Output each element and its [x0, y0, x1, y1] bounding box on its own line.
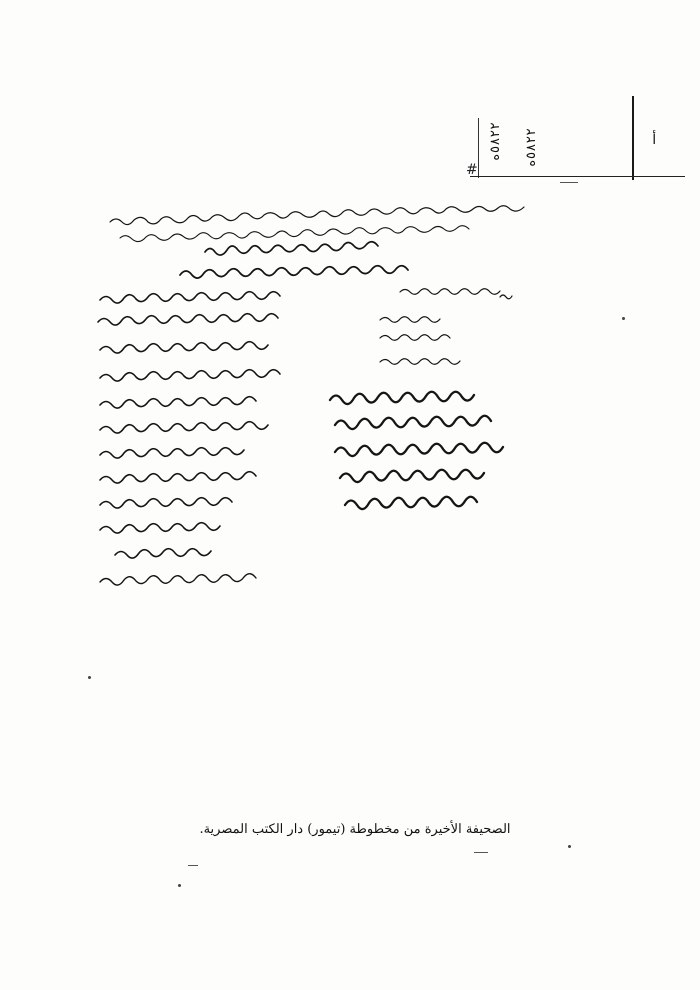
handwriting-stroke — [335, 443, 503, 456]
handwriting-stroke — [205, 242, 378, 255]
handwriting-stroke — [335, 416, 491, 429]
handwriting-stroke — [100, 292, 280, 303]
handwriting-stroke — [500, 295, 512, 299]
handwriting-stroke — [100, 397, 256, 408]
handwriting-stroke — [100, 523, 220, 533]
handwriting-stroke — [380, 335, 450, 341]
handwriting-stroke — [100, 448, 244, 458]
handwriting-stroke — [380, 317, 440, 323]
hash-mark-icon: # — [466, 162, 478, 178]
handwriting-stroke — [100, 342, 268, 353]
handwriting-stroke — [115, 549, 211, 558]
handwriting-stroke — [100, 370, 280, 381]
corner-mark: أ — [650, 132, 659, 148]
scan-speck — [568, 845, 571, 848]
scan-mark — [560, 182, 578, 183]
handwriting-stroke — [100, 498, 232, 508]
scan-speck — [88, 676, 91, 679]
handwriting-stroke — [400, 289, 500, 295]
handwriting-stroke — [98, 314, 278, 325]
catalogue-number: ٥٨٢٢ه — [488, 122, 503, 162]
handwriting-stroke — [340, 470, 484, 482]
handwriting-stroke — [330, 392, 474, 404]
handwriting-stroke — [110, 206, 524, 225]
catalogue-number-second: ٥٨٢٢ه — [524, 128, 539, 168]
scan-mark — [474, 852, 488, 853]
handwriting-stroke — [180, 266, 408, 278]
scan-speck — [622, 317, 625, 320]
handwriting-stroke — [345, 497, 477, 509]
handwriting-stroke — [100, 472, 256, 483]
page-caption: الصحيفة الأخيرة من مخطوطة (تيمور) دار الكتب المصرية. — [199, 822, 511, 837]
scan-mark — [188, 865, 198, 866]
handwriting-stroke — [380, 359, 460, 365]
handwriting-stroke — [120, 226, 469, 242]
scan-speck — [178, 884, 181, 887]
handwriting-stroke — [100, 574, 256, 585]
handwriting-stroke — [100, 422, 268, 433]
